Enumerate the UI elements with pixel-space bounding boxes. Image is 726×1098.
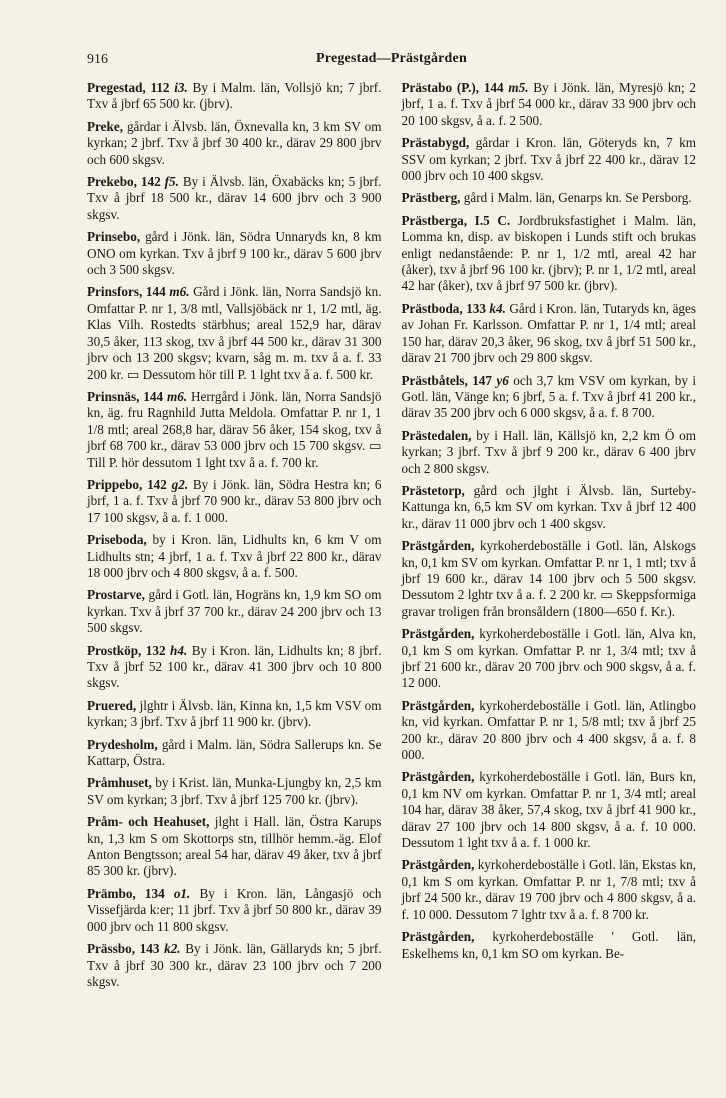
entry-text: kyrkoherdeboställe i Gotl. län, Atlingbo kn, vid kyrkan. Omfattar P. nr 1, 5/8 mtl; txv å jbrf 25 200 kr., därav 20 800 jbrv och 4 400 skgsv, å a. f. 8 000. — [401, 697, 696, 763]
entry-headword: Prostarve, — [87, 587, 145, 603]
entry-headword: Prästgården, — [401, 929, 475, 945]
dictionary-entry — [87, 389, 382, 471]
entry-text: gård i Malm. län, Genarps kn. Se Persborg. — [460, 190, 692, 206]
entry-text: By i Jönk. län, Myresjö kn; 2 jbrf, 1 a. f. Txv å jbrf 54 000 kr., därav 33 900 jbrv och 20 100 skgsv, å a. f. 2 500. — [401, 80, 696, 128]
dictionary-entry — [87, 941, 382, 990]
dictionary-entry — [87, 80, 382, 113]
entry-headword: Priseboda, — [87, 532, 147, 548]
entry-text: gård och jlght i Älvsb. län, Surteby-Kattunga kn, 6,5 km SV om kyrkan. Txv å jbrf 12 400 kr., därav 11 000 jbrv och 1 400 skgsv. — [401, 482, 696, 531]
entry-headword: Prästgården, — [401, 697, 475, 713]
entry-headword: Pregestad, — [87, 80, 146, 95]
entry-headword: Pråmhuset, — [87, 775, 152, 791]
entry-text: By i Älvsb. län, Öxabäcks kn; 5 jbrf. Txv å jbrf 18 500 kr., därav 14 600 jbrv och 3 900 skgsv. — [87, 174, 382, 222]
entry-headword: Prässbo, — [87, 941, 135, 957]
text-columns — [87, 80, 696, 996]
entry-text: By i Kron. län, Långasjö och Vissefjärda k:er; 11 jbrf. Txv å jbrf 50 800 kr., därav 39 000 jbrv och 11 800 skgsv. — [87, 885, 382, 934]
entry-text: gård i Jönk. län, Södra Unnaryds kn, 8 km ONO om kyrkan. Txv å jbrf 9 100 kr., därav 5 600 jbrv och 3 500 skgsv. — [87, 229, 382, 278]
entry-map-square: g2. — [171, 476, 189, 492]
entry-headword: Preke, — [87, 118, 124, 134]
entry-map-square: f5. — [164, 174, 179, 190]
entry-text: gård i Gotl. län, Hogräns kn, 1,9 km SO om kyrkan. Txv å jbrf 37 700 kr., därav 24 200 jbrv och 13 500 skgsv. — [87, 587, 382, 636]
entry-map-ref: 133 — [462, 300, 490, 316]
entry-map-ref: 132 — [141, 642, 171, 658]
entry-headword: Prinsfors, — [87, 284, 143, 300]
entry-map-ref: 144 — [142, 284, 170, 300]
entry-headword: Prästabo — [401, 80, 453, 95]
entry-map-ref: 112 — [145, 80, 175, 95]
dictionary-entry — [402, 857, 697, 923]
entry-headword: Prinsebo, — [87, 229, 141, 245]
dictionary-entry — [402, 373, 697, 422]
dictionary-entry — [402, 538, 697, 620]
entry-headword: Prämbo, — [87, 885, 136, 901]
entry-text: by i Krist. län, Munka-Ljungby kn, 2,5 km SV om kyrkan; 3 jbrf. Txv å jbrf 125 700 kr. (jbrv). — [87, 775, 382, 807]
entry-text: kyrkoherdeboställe ' Gotl. län, Eskelhems kn, 0,1 km SO om kyrkan. Be- — [401, 929, 696, 961]
entry-text: By i Malm. län, Vollsjö kn; 7 jbrf. Txv å jbrf 65 500 kr. (jbrv). — [87, 80, 382, 112]
dictionary-entry — [87, 698, 382, 731]
entry-text: Gård i Kron. län, Tutaryds kn, äges av Johan Fr. Karlsson. Omfattar P. nr 1, 1/4 mtl; areal 150 har, därav 20,3 åker, 96 skog, txv å jbrf 51 500 kr., därav 21 700 jbrv och 29 800 skgsv. — [401, 300, 696, 366]
entry-text: by i Hall. län, Källsjö kn, 2,2 km Ö om kyrkan; 3 jbrf. Txv å jbrf 9 200 kr., därav 6 400 jbrv och 2 800 skgsv. — [401, 427, 696, 476]
dictionary-entry — [402, 483, 697, 532]
dictionary-entry — [402, 190, 697, 206]
dictionary-entry — [402, 301, 697, 367]
entry-map-square: m6. — [166, 388, 188, 404]
entry-text: By i Jönk. län, Gällaryds kn; 5 jbrf. Txv å jbrf 30 300 kr., därav 23 100 jbrv och 7 200 skgsv. — [87, 941, 382, 989]
dictionary-entry — [87, 477, 382, 526]
entry-text: jlght i Hall. län, Östra Karups kn, 1,3 km S om Skottorps stn, tillhör hemm.-äg. Elof Anton Bengtsson; areal 54 har, därav 49 åker, txv å jbrf 85 300 kr. (jbrv). — [87, 814, 382, 879]
entry-headword: Prinsnäs, — [87, 388, 140, 404]
dictionary-entry — [87, 532, 382, 581]
entry-text: gårdar i Kron. län, Göteryds kn, 7 km SSV om kyrkan; 2 jbrf. Txv å jbrf 22 400 kr., därav 12 000 jbrv och 10 400 skgsv. — [401, 135, 696, 184]
entry-text: och 3,7 km VSV om kyrkan, by i Gotl. län, Vänge kn; 6 jbrf, 5 a. f. Txv å jbrf 41 200 kr., därav 35 200 jbrv och 6 000 skgsv, å a. f. 8 700. — [401, 372, 696, 421]
entry-map-square: o1. — [173, 885, 191, 901]
dictionary-entry — [87, 814, 382, 880]
entry-text: By i Jönk. län, Södra Hestra kn; 6 jbrf, 1 a. f. Txv å jbrf 70 900 kr., därav 53 800 jbrv och 17 100 skgsv, å a. f. 1 000. — [87, 476, 382, 525]
entry-text: kyrkoherdeboställe i Gotl. län, Alskogs kn, 0,1 km SV om kyrkan. Omfattar P. nr 1, 1 mtl; txv å jbrf 19 600 kr., därav 14 100 jbrv och 5 500 skgsv. Dessutom 2 lghtr txv å a. f. 2 200 kr. ▭ Skeppsformiga gravar troligen från bronsåldern (1800—650 f. Kr.). — [401, 538, 696, 619]
entry-text: Jordbruksfastighet i Malm. län, Lomma kn, disp. av biskopen i Lunds stift och brukas enligt nedanstående: P. nr 1, 1/2 mtl, areal 42 har (åker), txv å jbrf 96 100 kr. (jbrv); P. nr 1, 1/2 mtl, areal 42 har (åker), txv å jbrf 97 500 kr. (jbrv). — [401, 212, 696, 294]
dictionary-entry — [402, 929, 697, 962]
running-head: Pregestad—Prästgården — [316, 51, 467, 66]
dictionary-entry — [87, 886, 382, 935]
dictionary-entry — [402, 626, 697, 692]
entry-headword: Prästberg, — [401, 190, 461, 206]
entry-map-ref: (P.), 144 — [452, 80, 509, 95]
entry-map-square: k4. — [489, 300, 506, 316]
entry-map-square: h4. — [170, 642, 188, 658]
dictionary-entry — [402, 698, 697, 764]
entry-headword: Prästabygd, — [401, 135, 470, 151]
dictionary-entry — [87, 174, 382, 223]
entry-headword: Prästboda, — [401, 300, 463, 316]
entry-map-square: k2. — [164, 941, 181, 957]
entry-headword: Prästberga, I.5 C. — [401, 212, 511, 228]
entry-map-square: m6. — [169, 284, 190, 300]
dictionary-entry — [87, 737, 382, 770]
entry-map-ref: 142 — [142, 476, 172, 492]
dictionary-entry — [87, 119, 382, 168]
entry-headword: Prekebo, — [87, 174, 137, 190]
entry-headword: Prästgården, — [401, 857, 475, 873]
page-header — [87, 40, 696, 66]
entry-text: Herrgård i Jönk. län, Norra Sandsjö kn, äg. fru Ragnhild Jutta Meldola. Omfattar P. nr 1, 1 1/8 mtl; areal 268,8 har, därav 56 åker, 154 skog, txv å jbrf 68 700 kr., därav 53 000 jbrv och 15 700 skgsv. ▭ Till P. hör dessutom 1 lght txv å a. f. 700 kr. — [87, 388, 382, 470]
dictionary-entry — [87, 643, 382, 692]
entry-map-square: m5. — [508, 80, 529, 95]
entry-map-ref: 147 — [467, 372, 497, 388]
entry-text: kyrkoherdeboställe i Gotl. län, Ekstas kn, 0,1 km S om kyrkan. Omfattar P. nr 1, 7/8 mtl; txv å jbrf 24 500 kr., därav 19 700 jbrv och 4 800 skgsv, å a. f. 10 000. Dessutom 7 lghtr txv å a. f. 8 700 kr. — [401, 857, 696, 922]
right-column — [402, 80, 697, 996]
dictionary-entry — [87, 775, 382, 808]
dictionary-entry — [87, 284, 382, 382]
entry-map-ref: 144 — [139, 388, 167, 404]
entry-headword: Prästgården, — [401, 769, 475, 785]
page-number: 916 — [87, 52, 108, 67]
entry-map-ref: 143 — [135, 941, 165, 957]
entry-headword: Prästgården, — [401, 626, 475, 642]
entry-headword: Prästbåtels, — [401, 372, 468, 388]
dictionary-entry — [402, 135, 697, 184]
entry-headword: Prästgården, — [401, 538, 475, 554]
entry-map-ref: 142 — [136, 174, 165, 190]
entry-map-square: y6 — [496, 372, 509, 388]
entry-map-square: i3. — [174, 80, 188, 95]
dictionary-entry — [402, 428, 697, 477]
entry-text: gårdar i Älvsb. län, Öxnevalla kn, 3 km SV om kyrkan; 2 jbrf. Txv å jbrf 30 400 kr., därav 29 800 jbrv och 600 skgsv. — [87, 118, 382, 167]
entry-headword: Prydesholm, — [87, 736, 158, 752]
dictionary-entry — [402, 213, 697, 295]
entry-headword: Prästetorp, — [401, 482, 465, 498]
entry-headword: Prippebo, — [87, 476, 143, 492]
entry-text: kyrkoherdeboställe i Gotl. län, Alva kn, 0,1 km S om kyrkan. Omfattar P. nr 1, 3/4 mtl; txv å jbrf 21 600 kr., därav 20 700 jbrv och 900 skgsv, å a. f. 12 000. — [401, 626, 696, 691]
entry-headword: Prästedalen, — [401, 427, 472, 443]
entry-headword: Pruered, — [87, 697, 137, 713]
entry-text: gård i Malm. län, Södra Sallerups kn. Se Kattarp, Östra. — [87, 736, 382, 769]
entry-headword: Pråm- och Heahuset, — [87, 814, 210, 830]
left-column — [87, 80, 382, 996]
entry-map-ref: 134 — [135, 885, 174, 901]
dictionary-entry — [87, 229, 382, 278]
entry-text: By i Kron. län, Lidhults kn; 8 jbrf. Txv å jbrf 52 100 kr., därav 41 300 jbrv och 10 800 skgsv. — [87, 642, 382, 691]
entry-text: kyrkoherdeboställe i Gotl. län, Burs kn, 0,1 km NV om kyrkan. Omfattar P. nr 1, 3/4 mtl; areal 104 har, därav 38 åker, 57,4 skog, txv å jbrf 41 900 kr., därav 27 100 jbrv och 14 800 skgsv, å a. f. 10 000. Dessutom 1 lght txv å a. f. 1 000 kr. — [401, 769, 696, 851]
entry-text: by i Kron. län, Lidhults kn, 6 km V om Lidhults stn; 4 jbrf, 1 a. f. Txv å jbrf 22 800 kr., därav 18 000 jbrv och 4 800 skgsv, å a. f. 500. — [87, 532, 382, 580]
entry-headword: Prostköp, — [87, 642, 142, 658]
entry-text: jlghtr i Älvsb. län, Kinna kn, 1,5 km VSV om kyrkan; 3 jbrf. Txv å jbrf 11 900 kr. (jbrv). — [87, 697, 382, 730]
dictionary-entry — [87, 587, 382, 636]
dictionary-entry — [402, 769, 697, 851]
dictionary-entry — [402, 80, 697, 129]
entry-text: Gård i Jönk. län, Norra Sandsjö kn. Omfattar P. nr 1, 3/8 mtl, Vallsjöbäck nr 1, 1/2 mtl, äg. Klas Vilh. Rostedts stärbhus; areal 152,9 har, därav 30,5 åker, 113 skog, txv å jbrf 44 500 kr., därav 31 300 jbrv och 13 200 skgsv; kvarn, såg m. m. txv å a. f. 33 200 kr. ▭ Dessutom hör till P. 1 lght txv å a. f. 500 kr. — [87, 284, 382, 382]
